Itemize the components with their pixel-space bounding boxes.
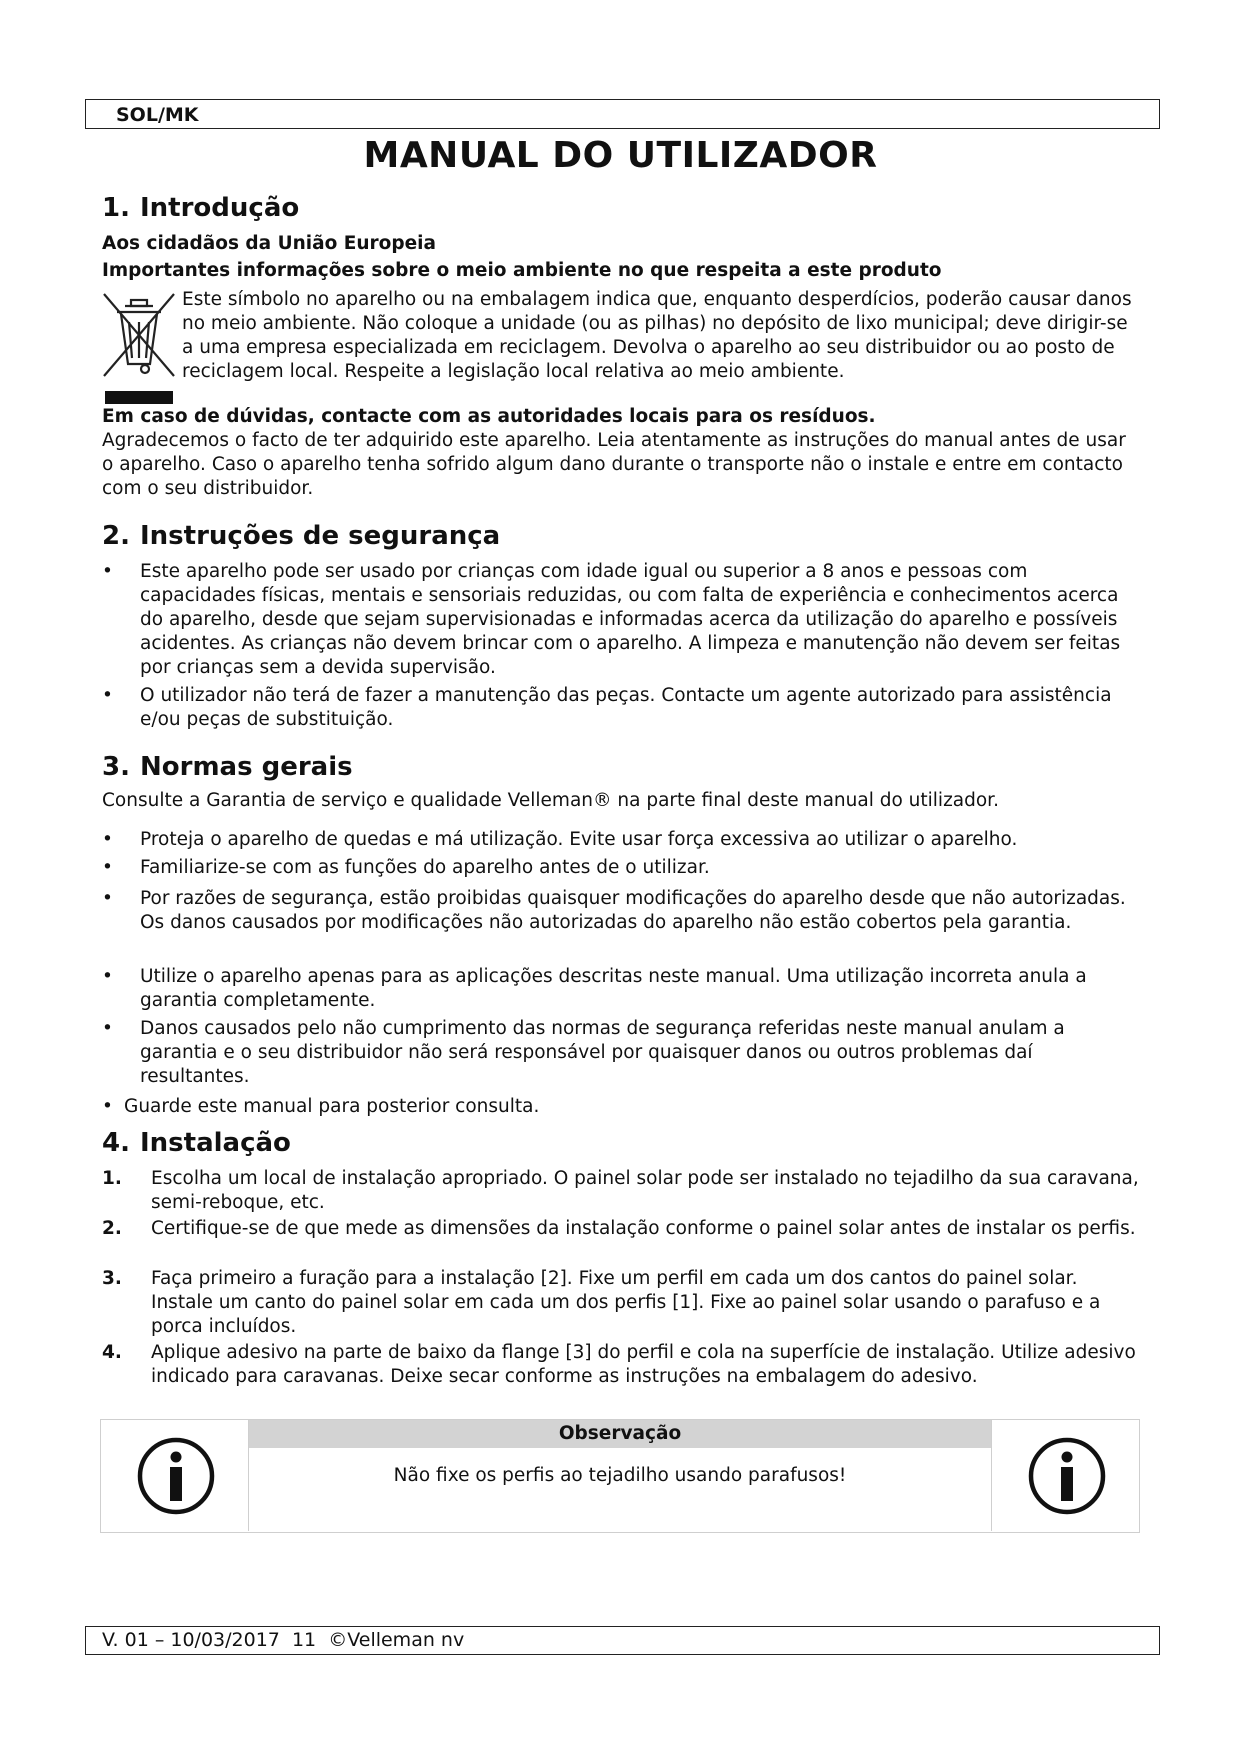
section-number: 4. bbox=[102, 1128, 130, 1158]
step-number: 3. bbox=[102, 1268, 122, 1289]
section-heading-instalacao bbox=[102, 1128, 291, 1158]
install-step: 3. Faça primeiro a furação para a instalação [2]. Fixe um perfil em cada um dos cantos do painel solar. Instale um canto do painel solar em cada um dos perfis [1]. Fixe ao painel solar usando o parafuso e a porca incluídos. bbox=[102, 1268, 1101, 1337]
bullet-icon: • bbox=[102, 685, 113, 706]
install-step: 1. Escolha um local de instalação apropriado. O painel solar pode ser instalado no tejadilho da sua caravana, semi-reboque, etc. bbox=[102, 1168, 1139, 1213]
warranty-intro: Consulte a Garantia de serviço e qualidade Velleman® na parte final deste manual do utilizador. bbox=[102, 790, 999, 811]
bullet-icon: • bbox=[102, 1096, 113, 1117]
subheading-eu-citizens: Aos cidadãos da União Europeia bbox=[102, 233, 436, 254]
footer-version: V. 01 – 10/03/2017 11 ©Velleman nv bbox=[102, 1629, 465, 1651]
bullet-icon: • bbox=[102, 857, 113, 878]
info-icon bbox=[1028, 1437, 1106, 1515]
section-title: Normas gerais bbox=[140, 752, 353, 782]
bullet-icon: • bbox=[102, 561, 113, 582]
section-number: 2. bbox=[102, 521, 130, 551]
note-box bbox=[100, 1419, 1140, 1533]
section-heading-normas bbox=[102, 752, 353, 782]
section-title: Introdução bbox=[140, 193, 300, 223]
step-number: 4. bbox=[102, 1342, 122, 1363]
bullet-icon: • bbox=[102, 1018, 113, 1039]
list-item: • Este aparelho pode ser usado por crianças com idade igual ou superior a 8 anos e pessoas com capacidades físicas, mentais e sensoriais reduzidas, ou com falta de experiência e conhecimentos acerca do aparelho, desde que sejam supervisionadas e informadas acerca da utilização do aparelho e possíveis acidentes. As crianças não devem brincar com o aparelho. A limpeza e manutenção não devem ser feitas por crianças sem a devida supervisão. bbox=[102, 561, 1121, 678]
bullet-icon: • bbox=[102, 966, 113, 987]
step-number: 2. bbox=[102, 1218, 122, 1239]
page-title: MANUAL DO UTILIZADOR bbox=[363, 135, 878, 176]
info-icon bbox=[137, 1437, 215, 1515]
header-box bbox=[85, 99, 1160, 129]
section-number: 1. bbox=[102, 193, 130, 223]
list-item: • Proteja o aparelho de quedas e má utilização. Evite usar força excessiva ao utilizar o aparelho. bbox=[102, 829, 1018, 850]
list-item: • Utilize o aparelho apenas para as aplicações descritas neste manual. Uma utilização incorreta anula a garantia completamente. bbox=[102, 966, 1087, 1011]
note-text: Não fixe os perfis ao tejadilho usando parafusos! bbox=[393, 1465, 847, 1486]
note-icon-cell-left bbox=[101, 1420, 249, 1531]
bullet-icon: • bbox=[102, 829, 113, 850]
section-heading-introducao bbox=[102, 193, 299, 223]
list-item: • O utilizador não terá de fazer a manutenção das peças. Contacte um agente autorizado para assistência e/ou peças de substituição. bbox=[102, 685, 1112, 730]
subheading-environment: Importantes informações sobre o meio ambiente no que respeita a este produto bbox=[102, 260, 942, 281]
section-title: Instalação bbox=[140, 1128, 291, 1158]
install-step: 2. Certifique-se de que mede as dimensões da instalação conforme o painel solar antes de instalar os perfis. bbox=[102, 1218, 1136, 1239]
list-item: • Danos causados pelo não cumprimento das normas de segurança referidas neste manual anulam a garantia e o seu distribuidor não será responsável por quaisquer danos ou outros problemas daí resultantes. bbox=[102, 1018, 1065, 1087]
weee-bin-icon bbox=[101, 288, 177, 404]
bullet-icon: • bbox=[102, 888, 113, 909]
note-icon-cell-right bbox=[991, 1420, 1139, 1531]
product-code: SOL/MK bbox=[116, 104, 199, 126]
section-number: 3. bbox=[102, 752, 130, 782]
step-number: 1. bbox=[102, 1168, 122, 1189]
section-heading-seguranca bbox=[102, 521, 500, 551]
weee-description: Este símbolo no aparelho ou na embalagem indica que, enquanto desperdícios, poderão causar danos no meio ambiente. Não coloque a unidade (ou as pilhas) no depósito de lixo municipal; deve dirigir-se a uma empresa especializada em reciclagem. Devolva o aparelho ao seu distribuidor ou ao posto de reciclagem local. Respeite a legislação local relativa ao meio ambiente. bbox=[182, 289, 1132, 382]
list-item: • Familiarize-se com as funções do aparelho antes de o utilizar. bbox=[102, 857, 710, 878]
waste-authorities-note: Em caso de dúvidas, contacte com as autoridades locais para os resíduos. bbox=[102, 406, 876, 427]
section-title: Instruções de segurança bbox=[140, 521, 501, 551]
install-step: 4. Aplique adesivo na parte de baixo da flange [3] do perfil e cola na superfície de instalação. Utilize adesivo indicado para caravanas. Deixe secar conforme as instruções na embalagem do adesivo. bbox=[102, 1342, 1136, 1387]
list-item: • Por razões de segurança, estão proibidas quaisquer modificações do aparelho desde que não autorizadas. Os danos causados por modificações não autorizadas do aparelho não estão cobertos pela garantia. bbox=[102, 888, 1126, 933]
list-item: • Guarde este manual para posterior consulta. bbox=[102, 1096, 540, 1117]
intro-paragraph: Agradecemos o facto de ter adquirido este aparelho. Leia atentamente as instruções do manual antes de usar o aparelho. Caso o aparelho tenha sofrido algum dano durante o transporte não o instale e entre em contacto com o seu distribuidor. bbox=[102, 430, 1126, 499]
footer-box bbox=[85, 1626, 1160, 1655]
note-heading: Observação bbox=[249, 1420, 991, 1448]
